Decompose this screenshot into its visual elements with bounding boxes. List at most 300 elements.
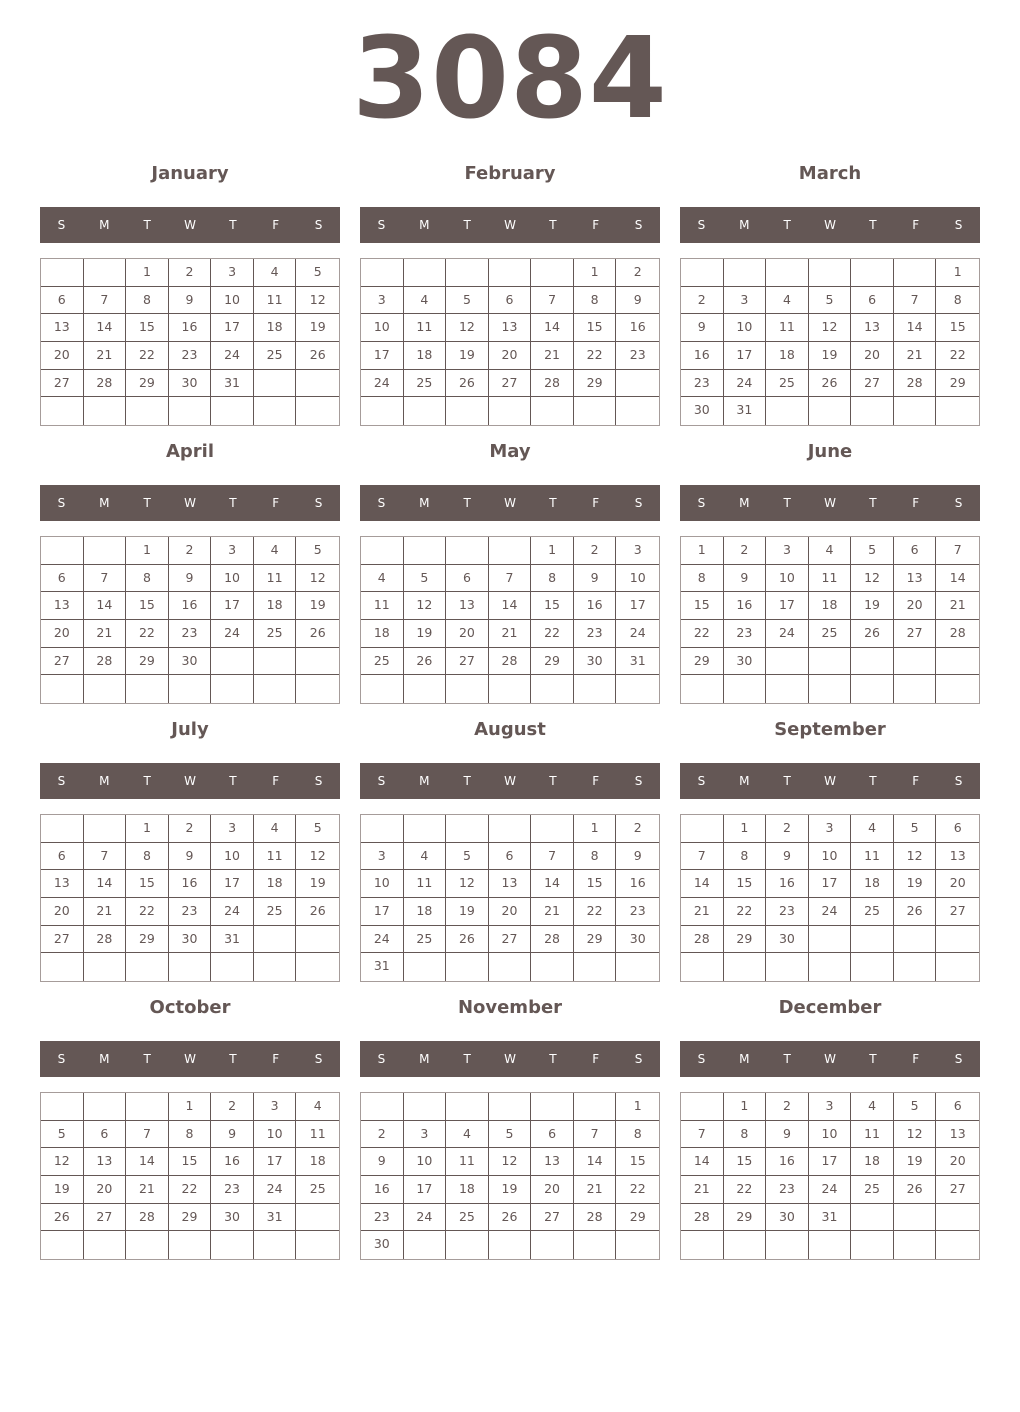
day-cell: 30 bbox=[211, 1204, 254, 1232]
weekday-label: S bbox=[697, 496, 706, 510]
day-cell: 16 bbox=[574, 592, 617, 620]
day-cell: 17 bbox=[809, 1148, 852, 1176]
day-cell: 8 bbox=[616, 1121, 659, 1149]
day-cell: 6 bbox=[84, 1121, 127, 1149]
day-cell: 21 bbox=[84, 342, 127, 370]
day-cell: 1 bbox=[936, 259, 979, 287]
weekday-label: T bbox=[549, 496, 557, 510]
day-cell: 1 bbox=[126, 259, 169, 287]
day-cell: 21 bbox=[126, 1176, 169, 1204]
day-cell bbox=[851, 397, 894, 425]
day-cell bbox=[936, 675, 979, 703]
day-cell bbox=[574, 397, 617, 425]
day-cell bbox=[296, 1231, 339, 1259]
day-cell: 12 bbox=[296, 843, 339, 871]
day-cell: 13 bbox=[531, 1148, 574, 1176]
day-cell: 16 bbox=[211, 1148, 254, 1176]
weekday-label: S bbox=[314, 774, 323, 788]
day-cell: 6 bbox=[531, 1121, 574, 1149]
day-grid bbox=[680, 258, 980, 426]
day-cell bbox=[446, 1231, 489, 1259]
day-cell bbox=[211, 648, 254, 676]
weekday-header bbox=[40, 207, 340, 243]
day-cell: 16 bbox=[681, 342, 724, 370]
day-cell bbox=[41, 675, 84, 703]
day-cell: 10 bbox=[361, 870, 404, 898]
day-cell bbox=[894, 953, 937, 981]
day-cell bbox=[766, 259, 809, 287]
day-cell: 9 bbox=[574, 565, 617, 593]
weekday-header bbox=[360, 763, 660, 799]
day-cell bbox=[809, 675, 852, 703]
weekday-label: W bbox=[184, 774, 196, 788]
day-cell bbox=[936, 926, 979, 954]
day-cell: 17 bbox=[254, 1148, 297, 1176]
day-cell: 19 bbox=[446, 342, 489, 370]
day-cell: 5 bbox=[894, 815, 937, 843]
day-cell: 17 bbox=[724, 342, 767, 370]
month-title: November bbox=[457, 997, 563, 1018]
day-cell: 27 bbox=[531, 1204, 574, 1232]
day-cell: 16 bbox=[169, 870, 212, 898]
day-cell bbox=[681, 815, 724, 843]
day-cell: 2 bbox=[616, 259, 659, 287]
day-cell: 22 bbox=[681, 620, 724, 648]
day-cell: 23 bbox=[681, 370, 724, 398]
day-cell: 8 bbox=[126, 843, 169, 871]
day-cell: 17 bbox=[361, 342, 404, 370]
day-cell: 25 bbox=[404, 370, 447, 398]
day-cell: 12 bbox=[446, 314, 489, 342]
day-cell bbox=[41, 815, 84, 843]
day-cell: 18 bbox=[254, 314, 297, 342]
month-title: September bbox=[774, 719, 886, 740]
day-cell: 20 bbox=[489, 898, 532, 926]
day-cell bbox=[446, 815, 489, 843]
day-cell: 17 bbox=[211, 314, 254, 342]
day-cell bbox=[894, 1231, 937, 1259]
day-cell bbox=[126, 953, 169, 981]
day-cell bbox=[446, 1093, 489, 1121]
day-cell: 26 bbox=[446, 370, 489, 398]
weekday-header bbox=[40, 485, 340, 521]
day-cell: 7 bbox=[681, 1121, 724, 1149]
day-cell: 6 bbox=[894, 537, 937, 565]
day-cell bbox=[41, 953, 84, 981]
day-cell bbox=[296, 953, 339, 981]
day-cell: 6 bbox=[41, 565, 84, 593]
day-cell: 1 bbox=[724, 815, 767, 843]
day-cell bbox=[894, 397, 937, 425]
month-title: May bbox=[489, 441, 531, 462]
weekday-label: F bbox=[272, 496, 280, 510]
day-cell bbox=[809, 926, 852, 954]
day-cell bbox=[489, 537, 532, 565]
weekday-label: T bbox=[783, 774, 791, 788]
day-cell: 17 bbox=[211, 870, 254, 898]
day-cell: 23 bbox=[574, 620, 617, 648]
day-cell: 9 bbox=[211, 1121, 254, 1149]
day-cell bbox=[681, 675, 724, 703]
day-cell: 4 bbox=[404, 843, 447, 871]
day-cell: 7 bbox=[531, 843, 574, 871]
weekday-label: M bbox=[419, 774, 430, 788]
day-cell: 26 bbox=[296, 342, 339, 370]
weekday-label: T bbox=[229, 1052, 237, 1066]
day-cell: 11 bbox=[254, 843, 297, 871]
weekday-label: S bbox=[634, 774, 643, 788]
day-cell: 14 bbox=[84, 314, 127, 342]
day-cell: 18 bbox=[446, 1176, 489, 1204]
day-cell: 5 bbox=[446, 287, 489, 315]
day-cell bbox=[936, 1204, 979, 1232]
day-cell: 27 bbox=[489, 370, 532, 398]
month-title: October bbox=[149, 997, 231, 1018]
day-cell: 28 bbox=[681, 1204, 724, 1232]
day-cell: 4 bbox=[254, 537, 297, 565]
day-cell: 19 bbox=[851, 592, 894, 620]
day-cell: 24 bbox=[254, 1176, 297, 1204]
weekday-label: W bbox=[184, 218, 196, 232]
day-cell bbox=[574, 1231, 617, 1259]
day-cell: 21 bbox=[84, 620, 127, 648]
day-cell bbox=[169, 953, 212, 981]
day-cell: 13 bbox=[851, 314, 894, 342]
day-cell: 31 bbox=[361, 953, 404, 981]
day-cell: 15 bbox=[616, 1148, 659, 1176]
weekday-label: T bbox=[229, 218, 237, 232]
day-cell: 25 bbox=[296, 1176, 339, 1204]
day-cell: 29 bbox=[126, 370, 169, 398]
day-cell: 30 bbox=[766, 926, 809, 954]
weekday-label: M bbox=[739, 496, 750, 510]
day-cell bbox=[296, 1204, 339, 1232]
day-cell bbox=[404, 1093, 447, 1121]
day-cell bbox=[574, 953, 617, 981]
day-cell: 7 bbox=[84, 287, 127, 315]
day-cell: 7 bbox=[489, 565, 532, 593]
day-cell: 4 bbox=[851, 1093, 894, 1121]
weekday-label: F bbox=[592, 218, 600, 232]
day-cell: 24 bbox=[211, 898, 254, 926]
weekday-label: F bbox=[912, 218, 920, 232]
weekday-label: T bbox=[463, 774, 471, 788]
day-cell: 28 bbox=[489, 648, 532, 676]
day-cell: 3 bbox=[404, 1121, 447, 1149]
weekday-label: S bbox=[954, 1052, 963, 1066]
day-cell: 10 bbox=[254, 1121, 297, 1149]
day-cell bbox=[616, 370, 659, 398]
day-cell: 25 bbox=[851, 898, 894, 926]
day-cell bbox=[446, 953, 489, 981]
day-cell bbox=[936, 648, 979, 676]
day-cell: 21 bbox=[681, 1176, 724, 1204]
weekday-label: F bbox=[272, 774, 280, 788]
day-cell: 8 bbox=[126, 287, 169, 315]
weekday-label: W bbox=[184, 496, 196, 510]
day-cell: 20 bbox=[936, 1148, 979, 1176]
day-cell: 12 bbox=[851, 565, 894, 593]
day-cell bbox=[446, 397, 489, 425]
day-cell: 4 bbox=[809, 537, 852, 565]
day-cell: 31 bbox=[616, 648, 659, 676]
day-cell: 12 bbox=[296, 287, 339, 315]
day-cell bbox=[211, 397, 254, 425]
day-cell: 17 bbox=[616, 592, 659, 620]
day-cell bbox=[894, 926, 937, 954]
day-cell bbox=[489, 815, 532, 843]
day-cell bbox=[531, 675, 574, 703]
day-cell bbox=[361, 397, 404, 425]
weekday-label: T bbox=[143, 496, 151, 510]
day-cell: 5 bbox=[296, 537, 339, 565]
day-cell bbox=[766, 397, 809, 425]
day-cell: 28 bbox=[894, 370, 937, 398]
day-cell: 15 bbox=[126, 870, 169, 898]
day-cell: 16 bbox=[766, 870, 809, 898]
weekday-label: M bbox=[739, 218, 750, 232]
day-cell: 14 bbox=[489, 592, 532, 620]
day-cell: 3 bbox=[211, 815, 254, 843]
day-cell: 15 bbox=[126, 592, 169, 620]
day-cell: 17 bbox=[404, 1176, 447, 1204]
day-cell: 22 bbox=[724, 898, 767, 926]
month-title: February bbox=[464, 163, 556, 184]
month-title: March bbox=[798, 163, 862, 184]
day-cell: 11 bbox=[446, 1148, 489, 1176]
day-cell bbox=[254, 953, 297, 981]
day-cell bbox=[681, 1231, 724, 1259]
day-cell: 2 bbox=[724, 537, 767, 565]
weekday-label: S bbox=[634, 1052, 643, 1066]
weekday-header bbox=[360, 485, 660, 521]
day-cell bbox=[84, 397, 127, 425]
day-cell bbox=[404, 953, 447, 981]
day-cell: 21 bbox=[894, 342, 937, 370]
weekday-label: T bbox=[783, 1052, 791, 1066]
day-cell: 20 bbox=[936, 870, 979, 898]
day-cell: 25 bbox=[446, 1204, 489, 1232]
day-cell bbox=[446, 675, 489, 703]
day-cell: 30 bbox=[574, 648, 617, 676]
day-cell: 23 bbox=[724, 620, 767, 648]
day-cell: 25 bbox=[851, 1176, 894, 1204]
day-cell: 19 bbox=[894, 1148, 937, 1176]
day-cell: 10 bbox=[616, 565, 659, 593]
day-cell: 18 bbox=[851, 1148, 894, 1176]
day-cell bbox=[894, 259, 937, 287]
day-cell bbox=[296, 926, 339, 954]
day-cell: 27 bbox=[41, 648, 84, 676]
day-cell: 3 bbox=[254, 1093, 297, 1121]
weekday-label: S bbox=[954, 496, 963, 510]
day-cell bbox=[809, 648, 852, 676]
day-cell bbox=[41, 1093, 84, 1121]
day-cell: 18 bbox=[404, 342, 447, 370]
weekday-label: S bbox=[377, 218, 386, 232]
day-grid bbox=[680, 536, 980, 704]
day-cell: 24 bbox=[211, 342, 254, 370]
day-cell: 25 bbox=[404, 926, 447, 954]
day-cell: 11 bbox=[296, 1121, 339, 1149]
day-cell bbox=[404, 397, 447, 425]
day-cell: 20 bbox=[489, 342, 532, 370]
day-cell: 27 bbox=[41, 370, 84, 398]
day-cell: 2 bbox=[574, 537, 617, 565]
day-cell: 22 bbox=[126, 342, 169, 370]
day-grid bbox=[40, 536, 340, 704]
day-cell: 7 bbox=[894, 287, 937, 315]
day-cell: 11 bbox=[254, 565, 297, 593]
day-cell: 13 bbox=[894, 565, 937, 593]
day-cell: 26 bbox=[894, 1176, 937, 1204]
day-cell: 24 bbox=[404, 1204, 447, 1232]
weekday-label: T bbox=[549, 1052, 557, 1066]
weekday-header bbox=[680, 763, 980, 799]
day-cell bbox=[126, 397, 169, 425]
weekday-label: S bbox=[697, 218, 706, 232]
weekday-label: M bbox=[739, 774, 750, 788]
weekday-label: S bbox=[377, 496, 386, 510]
day-cell: 1 bbox=[574, 815, 617, 843]
weekday-label: F bbox=[912, 774, 920, 788]
day-cell: 17 bbox=[211, 592, 254, 620]
day-cell: 3 bbox=[809, 1093, 852, 1121]
weekday-label: M bbox=[99, 1052, 110, 1066]
year-title: 3084 bbox=[352, 14, 668, 144]
day-cell bbox=[446, 259, 489, 287]
day-cell: 17 bbox=[766, 592, 809, 620]
day-cell bbox=[296, 648, 339, 676]
day-cell: 26 bbox=[296, 620, 339, 648]
day-cell: 3 bbox=[361, 287, 404, 315]
day-cell: 6 bbox=[41, 287, 84, 315]
day-cell: 24 bbox=[809, 898, 852, 926]
day-cell: 30 bbox=[169, 648, 212, 676]
day-cell bbox=[41, 397, 84, 425]
day-cell: 7 bbox=[84, 843, 127, 871]
day-cell: 20 bbox=[41, 620, 84, 648]
day-cell: 8 bbox=[126, 565, 169, 593]
day-cell bbox=[851, 1204, 894, 1232]
day-cell bbox=[766, 648, 809, 676]
day-cell bbox=[531, 1231, 574, 1259]
day-cell: 23 bbox=[616, 342, 659, 370]
day-cell: 19 bbox=[894, 870, 937, 898]
day-cell: 27 bbox=[894, 620, 937, 648]
day-cell: 29 bbox=[574, 926, 617, 954]
day-cell: 18 bbox=[851, 870, 894, 898]
weekday-header bbox=[680, 207, 980, 243]
weekday-label: T bbox=[143, 1052, 151, 1066]
day-cell: 8 bbox=[724, 843, 767, 871]
day-cell: 19 bbox=[809, 342, 852, 370]
day-cell bbox=[446, 537, 489, 565]
weekday-label: M bbox=[419, 1052, 430, 1066]
day-cell: 21 bbox=[531, 342, 574, 370]
day-cell: 5 bbox=[296, 259, 339, 287]
day-cell bbox=[936, 953, 979, 981]
weekday-label: F bbox=[912, 496, 920, 510]
day-cell: 16 bbox=[169, 314, 212, 342]
day-cell bbox=[616, 397, 659, 425]
day-cell: 6 bbox=[936, 1093, 979, 1121]
day-cell: 10 bbox=[211, 565, 254, 593]
weekday-label: S bbox=[634, 218, 643, 232]
day-cell bbox=[531, 259, 574, 287]
day-cell: 10 bbox=[766, 565, 809, 593]
day-cell: 10 bbox=[809, 1121, 852, 1149]
weekday-label: F bbox=[592, 496, 600, 510]
day-cell: 24 bbox=[616, 620, 659, 648]
day-cell: 22 bbox=[724, 1176, 767, 1204]
day-cell: 19 bbox=[404, 620, 447, 648]
month-title: August bbox=[474, 719, 546, 740]
day-cell: 31 bbox=[809, 1204, 852, 1232]
weekday-label: T bbox=[463, 218, 471, 232]
day-cell: 5 bbox=[894, 1093, 937, 1121]
day-cell: 31 bbox=[724, 397, 767, 425]
day-cell: 22 bbox=[126, 898, 169, 926]
day-cell: 3 bbox=[361, 843, 404, 871]
day-cell bbox=[254, 926, 297, 954]
month-title: June bbox=[807, 441, 853, 462]
day-cell: 12 bbox=[446, 870, 489, 898]
day-cell: 15 bbox=[126, 314, 169, 342]
day-cell: 8 bbox=[936, 287, 979, 315]
day-cell: 16 bbox=[766, 1148, 809, 1176]
day-cell: 30 bbox=[361, 1231, 404, 1259]
weekday-label: S bbox=[57, 218, 66, 232]
day-cell: 25 bbox=[361, 648, 404, 676]
day-cell bbox=[361, 675, 404, 703]
day-cell: 12 bbox=[404, 592, 447, 620]
day-cell bbox=[574, 1093, 617, 1121]
day-cell: 14 bbox=[84, 592, 127, 620]
weekday-label: T bbox=[783, 496, 791, 510]
day-cell bbox=[84, 953, 127, 981]
day-cell: 24 bbox=[211, 620, 254, 648]
day-cell bbox=[254, 1231, 297, 1259]
day-cell: 27 bbox=[489, 926, 532, 954]
day-cell: 23 bbox=[169, 342, 212, 370]
day-cell: 11 bbox=[361, 592, 404, 620]
day-cell: 27 bbox=[84, 1204, 127, 1232]
day-cell: 11 bbox=[851, 1121, 894, 1149]
day-cell bbox=[724, 675, 767, 703]
day-cell: 27 bbox=[936, 1176, 979, 1204]
day-cell bbox=[681, 953, 724, 981]
day-cell: 14 bbox=[894, 314, 937, 342]
day-cell bbox=[489, 675, 532, 703]
day-cell: 14 bbox=[936, 565, 979, 593]
day-cell bbox=[361, 1093, 404, 1121]
weekday-header bbox=[40, 1041, 340, 1077]
day-cell: 12 bbox=[809, 314, 852, 342]
day-cell: 11 bbox=[254, 287, 297, 315]
day-cell: 3 bbox=[616, 537, 659, 565]
day-cell: 19 bbox=[41, 1176, 84, 1204]
day-cell: 6 bbox=[489, 287, 532, 315]
day-cell: 3 bbox=[211, 259, 254, 287]
day-cell: 3 bbox=[809, 815, 852, 843]
day-cell bbox=[894, 648, 937, 676]
day-cell bbox=[211, 675, 254, 703]
day-cell bbox=[531, 953, 574, 981]
weekday-label: S bbox=[314, 218, 323, 232]
day-cell bbox=[894, 675, 937, 703]
day-cell: 5 bbox=[809, 287, 852, 315]
